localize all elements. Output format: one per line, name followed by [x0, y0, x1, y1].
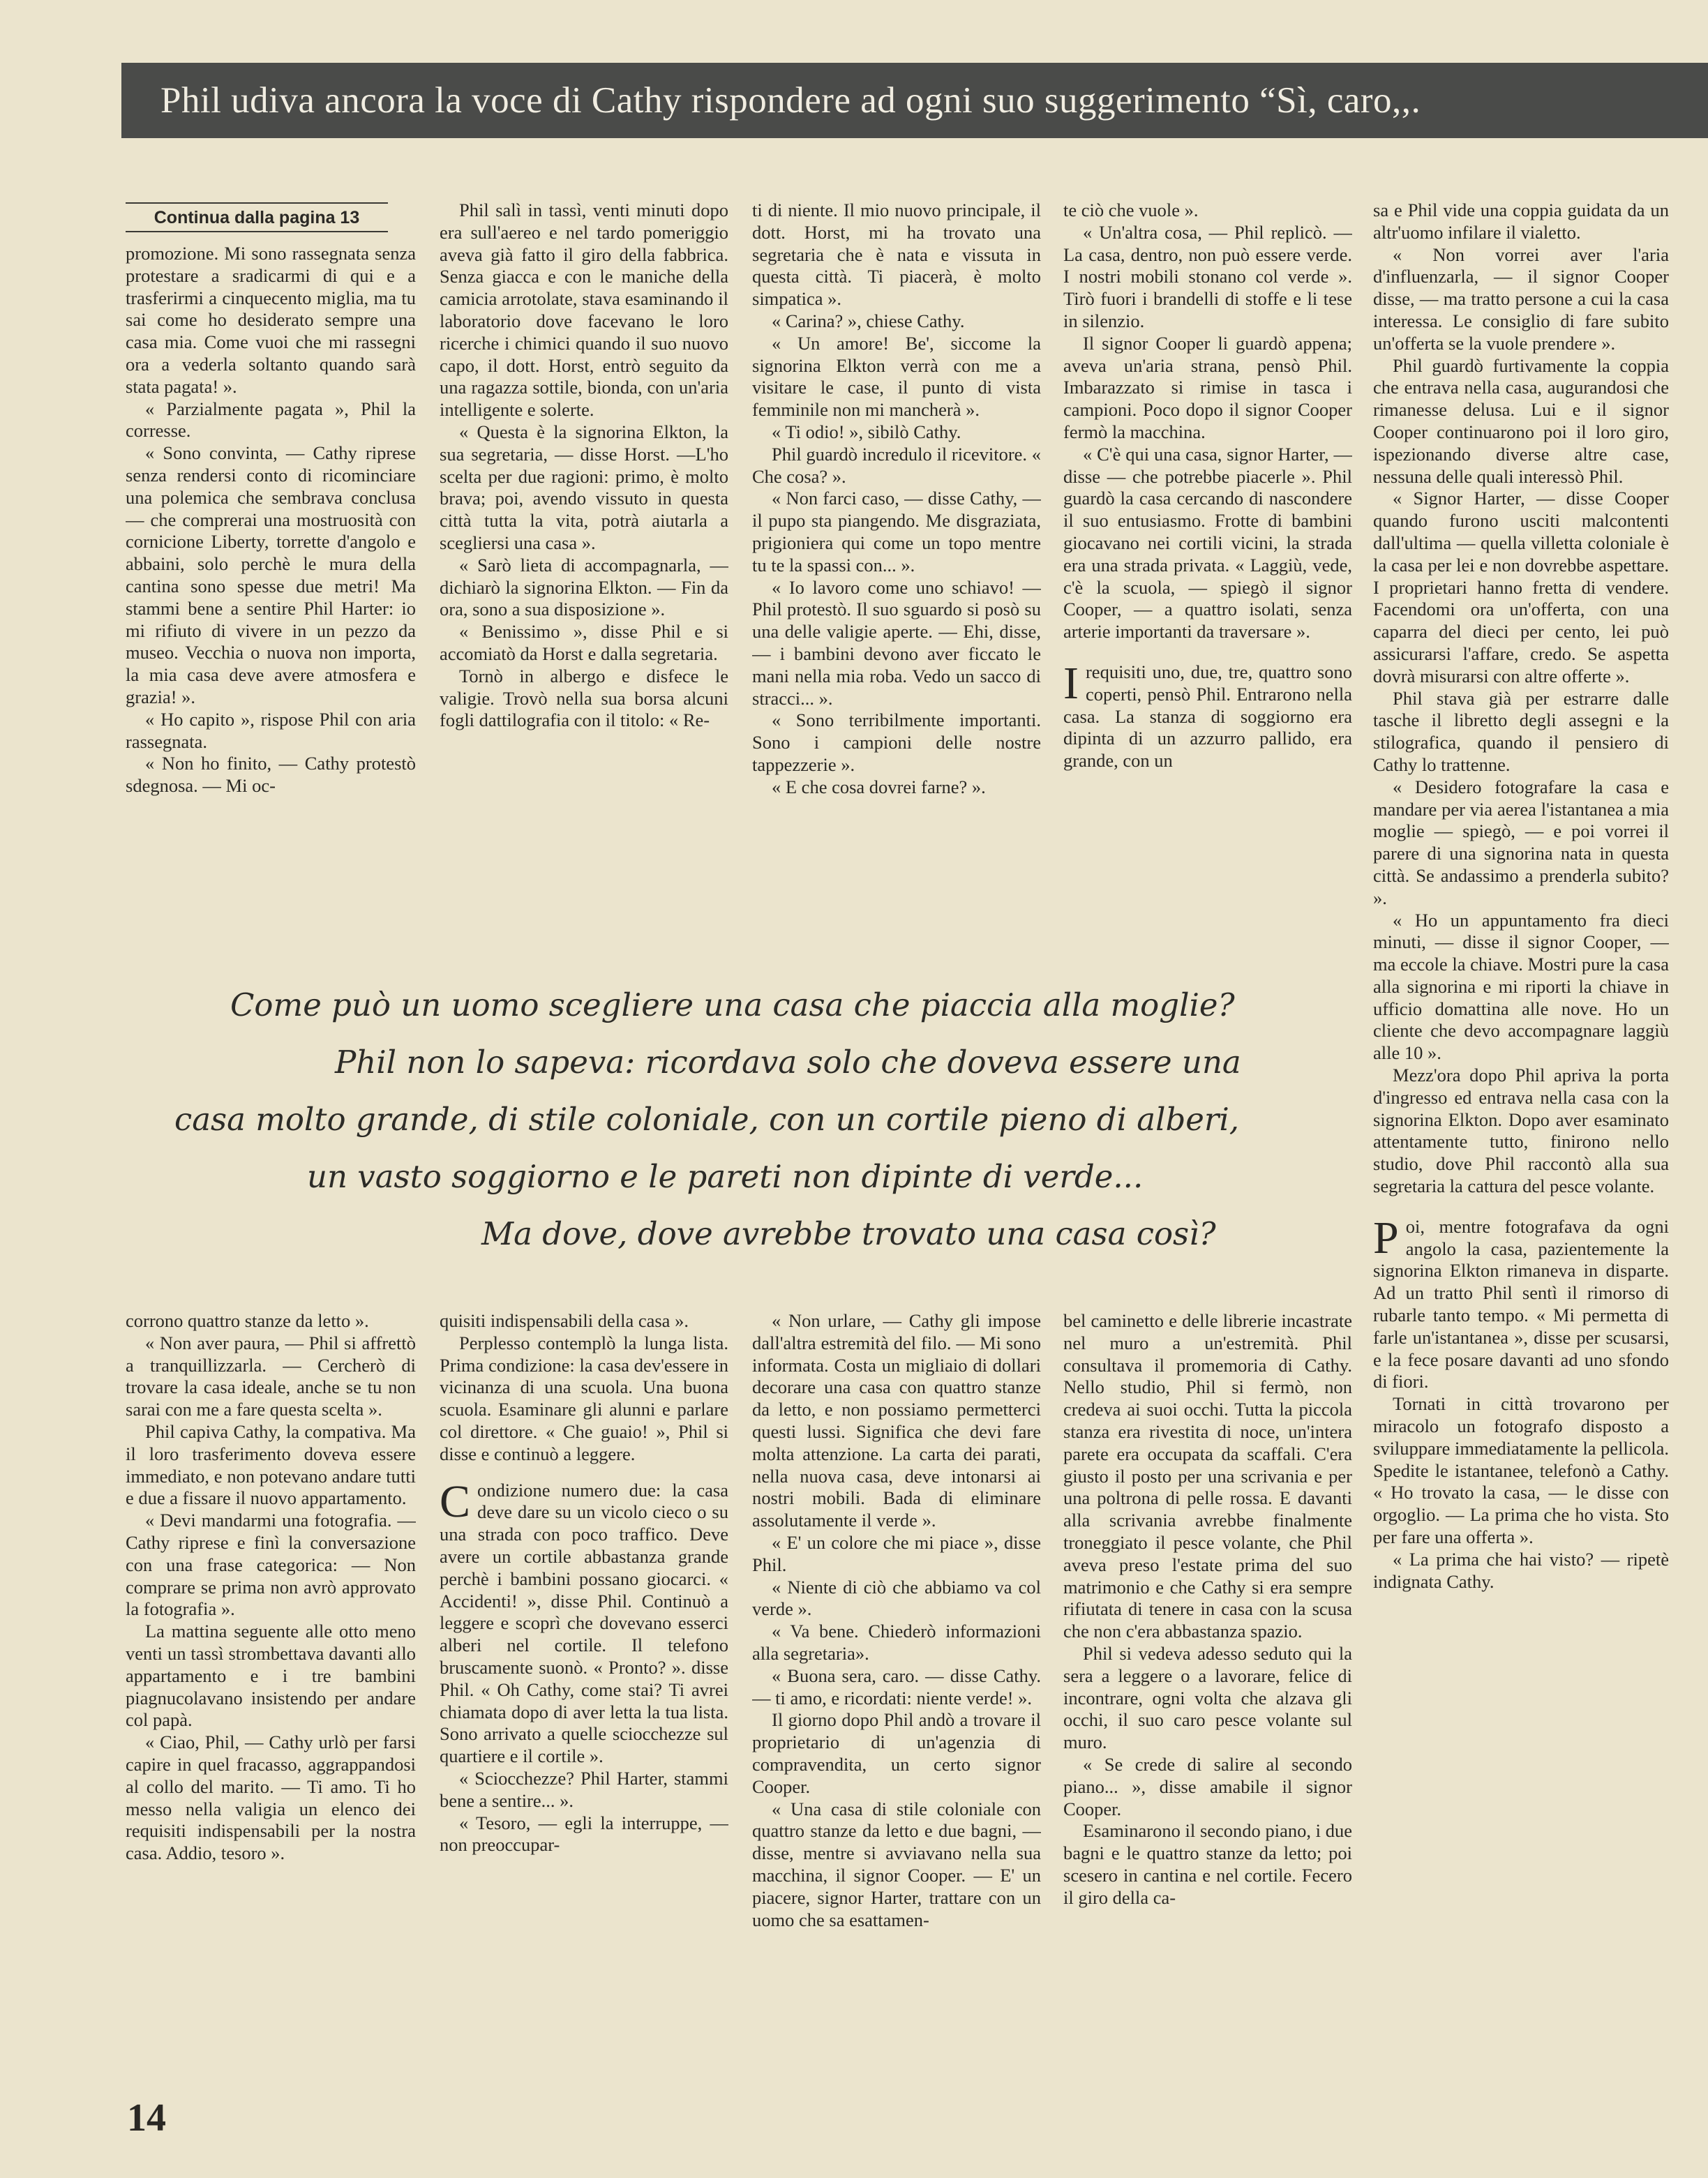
- paragraph: te ciò che vuole ».: [1063, 200, 1199, 220]
- drop-cap: I: [1063, 657, 1079, 709]
- paragraph: « Ho un appuntamento fra dieci minuti, — disse il signor Cooper, — ma eccole la chiave. Mostri pure la casa alla signorina e mi riporti la chiave in ufficio domattina alle nove. Ho un cliente che devo accompagnare laggiù alle 10 ».: [1373, 909, 1669, 1064]
- paragraph: « C'è qui una casa, signor Harter, — disse — che potrebbe piacerle ». Phil guardò la casa cercando di nascondere il suo entusiasmo. Frotte di bambini giocavano nei cortili vicini, la strada era una strada privata. « Laggiù, vede, c'è la scuola, — spiegò il signor Cooper, — a quattro isolati, senza arterie importanti da traversare ».: [1063, 443, 1352, 643]
- paragraph: promozione. Mi sono rassegnata senza protestare a sradicarmi di qui e a trasferirmi a cinquecento miglia, ma tu sai come ho desiderato sempre una casa mia. Come vuoi che mi rassegni ora a vederla soltanto quando sarà stata pagata! ».: [126, 243, 416, 397]
- top-column-2: [440, 200, 728, 940]
- paragraph: « Non vorrei aver l'aria d'influenzarla, — il signor Cooper disse, — ma tratto persone a cui la casa interessa. Le consiglio di fare subito un'offerta se la vuole prendere ».: [1373, 243, 1669, 354]
- paragraph-with-dropcap: [1373, 1212, 1669, 1393]
- paragraph: « Non ho finito, — Cathy protestò sdegnosa. — Mi oc-: [126, 753, 416, 797]
- paragraph: Tornati in città trovarono per miracolo un fotografo disposto a sviluppare immediatamente la pellicola. Spedite le istantanee, telefonò a Cathy. « Ho trovato la casa, — le disse con orgoglio. — La prima che ho vista. Sto per fare una offerta ».: [1373, 1393, 1669, 1548]
- top-column-1: [126, 243, 416, 940]
- paragraph: « Va bene. Chiederò informazioni alla segretaria».: [752, 1621, 1041, 1664]
- paragraph: Phil stava già per estrarre dalle tasche il libretto degli assegni e la stilografica, quando il pensiero di Cathy lo trattenne.: [1373, 687, 1669, 775]
- paragraph: « Carina? », chiese Cathy.: [772, 310, 965, 331]
- bottom-column-4: [1063, 1310, 1352, 2085]
- paragraph: « Sono convinta, — Cathy riprese senza rendersi conto di ricominciare una polemica che sembrava conclusa — che comprerai una mostruosità con cornicione Liberty, torrette d'angolo e abbaini, solo perchè le mura della cantina sono spesse due metri! Ma stammi bene a sentire Phil Harter: io mi rifiuto di vivere in un pezzo da museo. Vecchia o nuova non importa, la mia casa deve avere atmosfera e grazia! ».: [126, 442, 416, 707]
- paragraph: « Sciocchezze? Phil Harter, stammi bene a sentire... ».: [440, 1767, 728, 1811]
- drop-cap: C: [440, 1475, 471, 1527]
- paragraph: « Signor Harter, — disse Cooper quando furono usciti malcontenti dall'ultima — quella villetta coloniale è la casa per lei e non dovrebbe aspettare. I proprietari hanno fretta di vendere. Facendomi ora un'offerta, con una caparra del dieci per cento, lei può assicurarsi l'affare, credo. Se aspetta dovrà misurarsi con altre offerte ».: [1373, 488, 1669, 686]
- paragraph: « Desidero fotografare la casa e mandare per via aerea l'istantanea a mia moglie — spiegò, — e poi vorrei il parere di una signorina nata in questa città. Se andassimo a prenderla subito? ».: [1373, 776, 1669, 908]
- pull-quote-line: un vasto soggiorno e le pareti non dipinte di verde...: [307, 1158, 1144, 1195]
- paragraph: « Buona sera, caro. — disse Cathy. — ti amo, e ricordati: niente verde! ».: [752, 1665, 1041, 1708]
- right-column: [1373, 200, 1669, 2083]
- pull-quote-line: Phil non lo sapeva: ricordava solo che doveva essere una: [335, 1044, 1241, 1081]
- paragraph: corrono quattro stanze da letto ».: [126, 1310, 369, 1331]
- paragraph: « Io lavoro come uno schiavo! — Phil protestò. Il suo sguardo si posò su una delle valigie aperte. — Ehi, disse, — i bambini devono aver ficcato le mani nella mia roba. Vedo un sacco di stracci... ».: [752, 576, 1041, 709]
- headline-bar: [121, 63, 1708, 138]
- drop-cap: P: [1373, 1212, 1399, 1263]
- paragraph: « Sarò lieta di accompagnarla, — dichiarò la signorina Elkton. — Fin da ora, sono a sua disposizione ».: [440, 554, 728, 620]
- paragraph: « Un'altra cosa, — Phil replicò. — La casa, dentro, non può essere verde. I nostri mobili stonano col verde ». Tirò fuori i brandelli di stoffe e li tese in silenzio.: [1063, 221, 1352, 331]
- paragraph: « E' un colore che mi piace », disse Phil.: [752, 1531, 1041, 1575]
- paragraph: Phil capiva Cathy, la compativa. Ma il loro trasferimento doveva essere immediato, e non potevano andare tutti e due a fissare il nuovo appartamento.: [126, 1420, 416, 1509]
- paragraph: « Niente di ciò che abbiamo va col verde ».: [752, 1576, 1041, 1620]
- paragraph: « Un amore! Be', siccome la signorina Elkton verrà con me a visitare le case, il punto di vista femminile non mi mancherà ».: [752, 332, 1041, 421]
- paragraph: Phil guardò incredulo il ricevitore. « Che cosa? ».: [752, 443, 1041, 487]
- paragraph: « Non urlare, — Cathy gli impose dall'altra estremità del filo. — Mi sono informata. Costa un migliaio di dollari decorare una casa con quattro stanze da letto, e non possiamo permetterci questi lussi. Significa che devi fare molta attenzione. La carta dei parati, nella nuova casa, deve intonarsi ai nostri mobili. Bada di eliminare assolutamente il verde ».: [752, 1310, 1041, 1531]
- paragraph-with-dropcap: [440, 1475, 728, 1768]
- paragraph: « Ti odio! », sibilò Cathy.: [772, 421, 961, 442]
- paragraph: « Ciao, Phil, — Cathy urlò per farsi capire in quel fracasso, aggrappandosi al collo del marito. — Ti amo. Ti ho messo nella valigia un elenco dei requisiti indispensabili per la nostra casa. Addio, tesoro ».: [126, 1732, 416, 1864]
- continued-from-label: Continua dalla pagina 13: [126, 202, 388, 232]
- paragraph: « Parzialmente pagata », Phil la corresse.: [126, 398, 416, 442]
- paragraph: sa e Phil vide una coppia guidata da un altr'uomo infilare il vialetto.: [1373, 200, 1669, 243]
- paragraph: La mattina seguente alle otto meno venti un tassì strombettava davanti allo appartamento e i tre bambini piagnucolavano insistendo per andare col papà.: [126, 1621, 416, 1731]
- paragraph: Phil salì in tassì, venti minuti dopo era sull'aereo e nel tardo pomeriggio aveva già fatto il giro della fabbrica. Senza giacca e con le maniche della camicia arrotolate, stava esaminando il laboratorio dove facevano le loro ricerche i chimici quando il suo nuovo capo, il dott. Horst, entrò seguito da una ragazza sottile, bionda, con un'aria intelligente e solerte.: [440, 200, 728, 421]
- paragraph: « Non aver paura, — Phil si affrettò a tranquillizzarla. — Cercherò di trovare la casa ideale, anche se tu non sarai con me a fare questa scelta ».: [126, 1332, 416, 1420]
- paragraph: Phil guardò furtivamente la coppia che entrava nella casa, augurandosi che rimanesse delusa. Lui e il signor Cooper continuarono poi il loro giro, ispezionando diverse altre case, nessuna delle quali interessò Phil.: [1373, 354, 1669, 487]
- paragraph: Phil si vedeva adesso seduto qui la sera a leggere o a lavorare, felice di incontrare, ogni volta che alzava gli occhi, il suo caro pesce volante sul muro.: [1063, 1642, 1352, 1753]
- paragraph: « Questa è la signorina Elkton, la sua segretaria, — disse Horst. —L'ho scelta per due ragioni: primo, è molto brava; poi, avendo vissuto in questa città tutta la vita, potrà aiutarla a scegliersi una casa ».: [440, 421, 728, 553]
- page-number: 14: [127, 2096, 166, 2140]
- pull-quote-line: Ma dove, dove avrebbe trovato una casa così?: [481, 1215, 1216, 1252]
- paragraph-with-dropcap: [1063, 657, 1352, 772]
- paragraph: « La prima che hai visto? — ripetè indignata Cathy.: [1373, 1548, 1669, 1592]
- top-column-4: [1063, 200, 1352, 940]
- paragraph: « E che cosa dovrei farne? ».: [772, 776, 986, 797]
- paragraph-text: requisiti uno, due, tre, quattro sono coperti, pensò Phil. Entrarono nella casa. La stanza di soggiorno era dipinta di un azzurro pallido, era grande, con un: [1063, 661, 1352, 772]
- paragraph: Esaminarono il secondo piano, i due bagni e le quattro stanze da letto; poi scesero in cantina e nel cortile. Fecero il giro della ca-: [1063, 1820, 1352, 1908]
- paragraph: Perplesso contemplò la lunga lista. Prima condizione: la casa dev'essere in vicinanza di una scuola. Una buona scuola. Esaminare gli alunni e parlare col direttore. « Che guaio! », Phil si disse e continuò a leggere.: [440, 1332, 728, 1464]
- pull-quote-line: Come può un uomo scegliere una casa che piaccia alla moglie?: [230, 986, 1235, 1023]
- paragraph: « Devi mandarmi una fotografia. — Cathy riprese e finì la conversazione con una frase categorica: — Non comprare se prima non avrò approvato la fotografia ».: [126, 1510, 416, 1620]
- paragraph: « Una casa di stile coloniale con quattro stanze da letto e due bagni, — disse, mentre si avviavano nella sua macchina, il signor Cooper. — E' un piacere, signor Harter, trattare con un uomo che sa esattamen-: [752, 1798, 1041, 1930]
- top-column-3: [752, 200, 1041, 940]
- paragraph-text: ondizione numero due: la casa deve dare su un vicolo cieco o su una strada con poco traffico. Deve avere un cortile abbastanza grande perchè i bambini possano giocarci. « Accidenti! », disse Phil. Continuò a leggere e scoprì che dovevano esserci alberi nel cortile. Il telefono bruscamente suonò. « Pronto? ». disse Phil. « Oh Cathy, come stai? Ti avrei chiamata dopo di aver letta la tua lista. Sono arrivato a quelle sciocchezze sul quartiere e il cortile ».: [440, 1479, 728, 1767]
- paragraph: « Benissimo », disse Phil e si accomiatò da Horst e dalla segretaria.: [440, 621, 728, 664]
- paragraph: « Non farci caso, — disse Cathy, — il pupo sta piangendo. Me disgraziata, prigioniera qui come un topo mentre tu te la spassi con... ».: [752, 488, 1041, 576]
- paragraph: Il giorno dopo Phil andò a trovare il proprietario di un'agenzia di compravendita, un certo signor Cooper.: [752, 1709, 1041, 1797]
- paragraph: « Tesoro, — egli la interruppe, — non preoccupar-: [440, 1812, 728, 1856]
- bottom-column-1: [126, 1310, 416, 2085]
- paragraph: bel caminetto e delle librerie incastrate nel muro a un'estremità. Phil consultava il promemoria di Cathy. Nello studio, Phil si fermò, non credeva ai suoi occhi. Tutta la piccola stanza era rivestita di noce, un'intera parete era occupata da scaffali. C'era giusto il posto per una scrivania e per una poltrona di pelle rossa. E davanti alla scrivania avrebbe finalmente troneggiato il pesce volante, che Phil aveva preso l'estate prima del suo matrimonio e che Cathy si era sempre rifiutata di tenere in casa con la scusa che non c'era abbastanza spazio.: [1063, 1310, 1352, 1642]
- paragraph: « Sono terribilmente importanti. Sono i campioni delle nostre tappezzerie ».: [752, 709, 1041, 775]
- paragraph: Mezz'ora dopo Phil apriva la porta d'ingresso ed entrava nella casa con la signorina Elkton. Dopo aver esaminato attentamente tutto, finirono nello studio, dove Phil raccontò alla sua segretaria la cattura del pesce volante.: [1373, 1065, 1669, 1197]
- headline: Phil udiva ancora la voce di Cathy rispondere ad ogni suo suggerimento “Sì, caro,,.: [160, 80, 1421, 121]
- paragraph: « Ho capito », rispose Phil con aria rassegnata.: [126, 708, 416, 752]
- paragraph: Tornò in albergo e disfece le valigie. Trovò nella sua borsa alcuni fogli dattilografia con il titolo: « Re-: [440, 665, 728, 731]
- paragraph: quisiti indispensabili della casa ».: [440, 1310, 689, 1331]
- bottom-column-3: [752, 1310, 1041, 2085]
- paragraph: ti di niente. Il mio nuovo principale, il dott. Horst, mi ha trovato una segretaria che è nata e vissuta in questa città. Ti piacerà, è molto simpatica ».: [752, 200, 1041, 310]
- bottom-column-2: [440, 1310, 728, 2085]
- paragraph: Il signor Cooper li guardò appena; aveva un'aria strana, pensò Phil. Imbarazzato si rimise in tasca i campioni. Poco dopo il signor Cooper fermò la macchina.: [1063, 332, 1352, 442]
- pull-quote: [126, 977, 1361, 1263]
- pull-quote-line: casa molto grande, di stile coloniale, con un cortile pieno di alberi,: [174, 1101, 1240, 1138]
- paragraph: « Se crede di salire al secondo piano... », disse amabile il signor Cooper.: [1063, 1753, 1352, 1819]
- paragraph-text: oi, mentre fotografava da ogni angolo la casa, pazientemente la signorina Elkton rimaneva in disparte. Ad un tratto Phil sentì il rimorso di rubarle tanto tempo. « Mi permetta di farle un'istantanea », disse per scusarsi, e la fece posare davanti ad uno sfondo di fiori.: [1373, 1215, 1669, 1392]
